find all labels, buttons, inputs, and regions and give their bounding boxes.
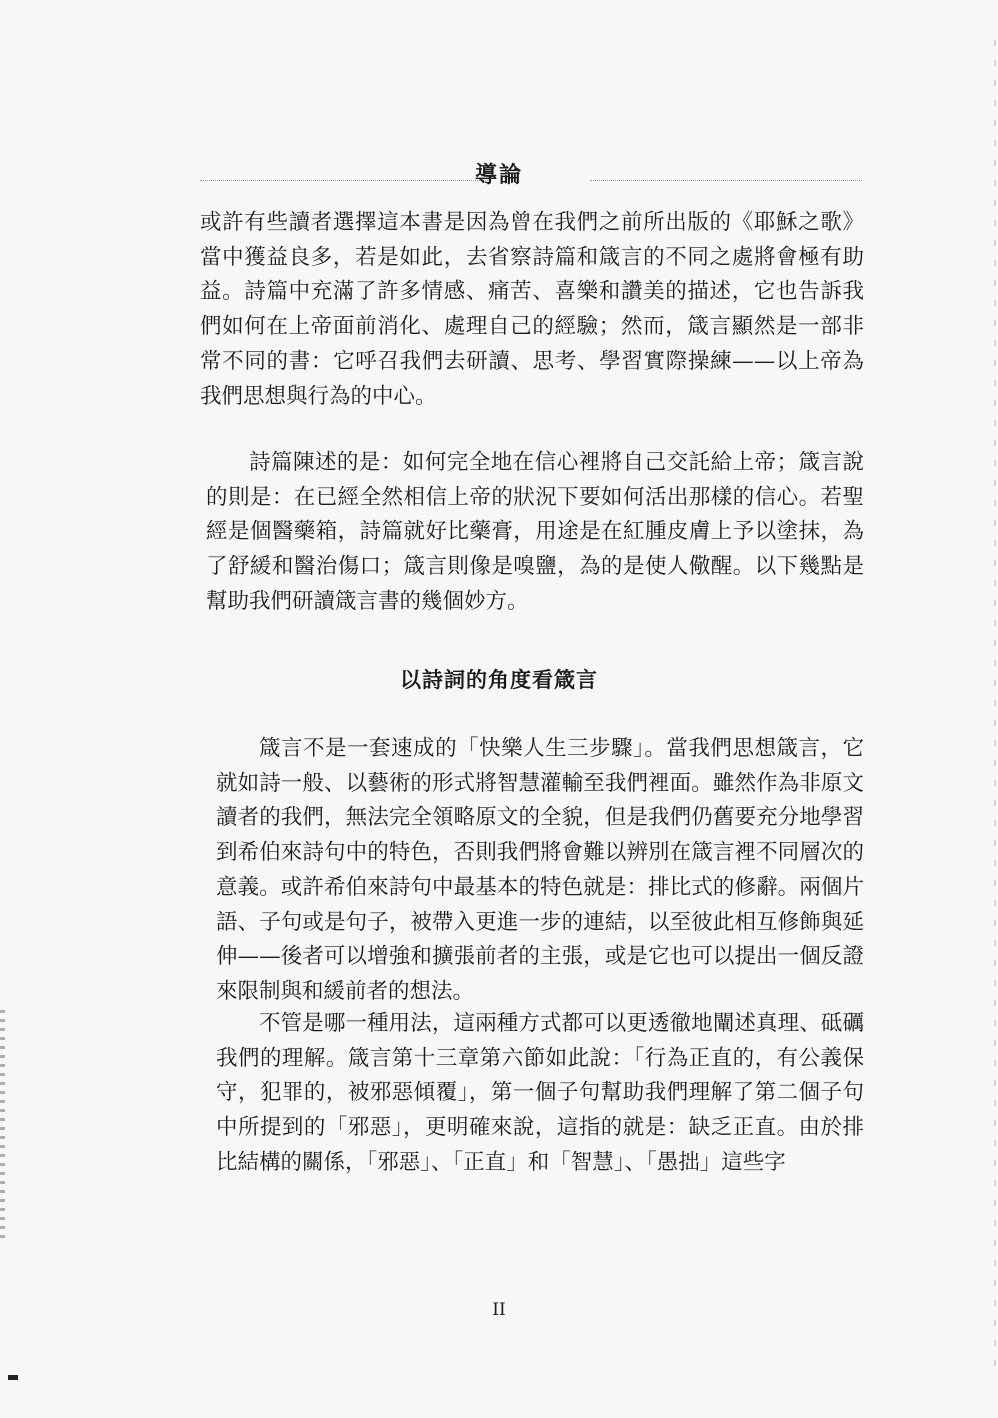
scan-mark [8,1375,18,1380]
page-number: II [492,1300,506,1320]
section-heading: 以詩詞的角度看箴言 [400,667,598,692]
title-rule-right [590,180,862,181]
intro-paragraph-1: 或許有些讀者選擇這本書是因為曾在我們之前所出版的《耶穌之歌》當中獲益良多，若是如此，去省察詩篇和箴言的不同之處將會極有助益。詩篇中充滿了許多情感、痛苦、喜樂和讚美的描述，它也告訴我們如何在上帝面前消化、處理自己的經驗；然而，箴言顯然是一部非常不同的書：它呼召我們去研讀、思考、學習實際操練——以上帝為我們思想與行為的中心。 [200,210,864,409]
section-paragraph-1: 箴言不是一套速成的「快樂人生三步驟」。當我們思想箴言，它就如詩一般、以藝術的形式將智慧灌輸至我們裡面。雖然作為非原文讀者的我們，無法完全領略原文的全貌，但是我們仍舊要充分地學習到希伯來詩句中的特色，否則我們將會難以辨別在箴言裡不同層次的意義。或許希伯來詩句中最基本的特色就是：排比式的修辭。兩個片語、子句或是句子，被帶入更進一步的連結，以至彼此相互修飾與延伸——後者可以增強和擴張前者的主張，或是它也可以提出一個反證來限制與和緩前者的想法。 [216,736,864,1004]
intro-paragraph-2: 詩篇陳述的是：如何完全地在信心裡將自己交託給上帝；箴言說的則是：在已經全然相信上帝的狀況下要如何活出那樣的信心。若聖經是個醫藥箱，詩篇就好比藥膏，用途是在紅腫皮膚上予以塗抹，為了舒緩和醫治傷口；箴言則像是嗅鹽，為的是使人儆醒。以下幾點是幫助我們研讀箴言書的幾個妙方。 [206,450,864,614]
scan-edge-artifact [0,1010,5,1240]
chapter-title: 導論 [474,162,523,188]
scan-edge-line [994,40,996,1380]
section-paragraph-2: 不管是哪一種用法，這兩種方式都可以更透徹地闡述真理、砥礪我們的理解。箴言第十三章第六節如此說：「行為正直的，有公義保守，犯罪的，被邪惡傾覆」，第一個子句幫助我們理解了第二個子句中所提到的「邪惡」，更明確來說，這指的就是：缺乏正直。由於排比結構的關係，「邪惡」、「正直」和「智慧」、「愚拙」這些字 [216,1011,864,1175]
